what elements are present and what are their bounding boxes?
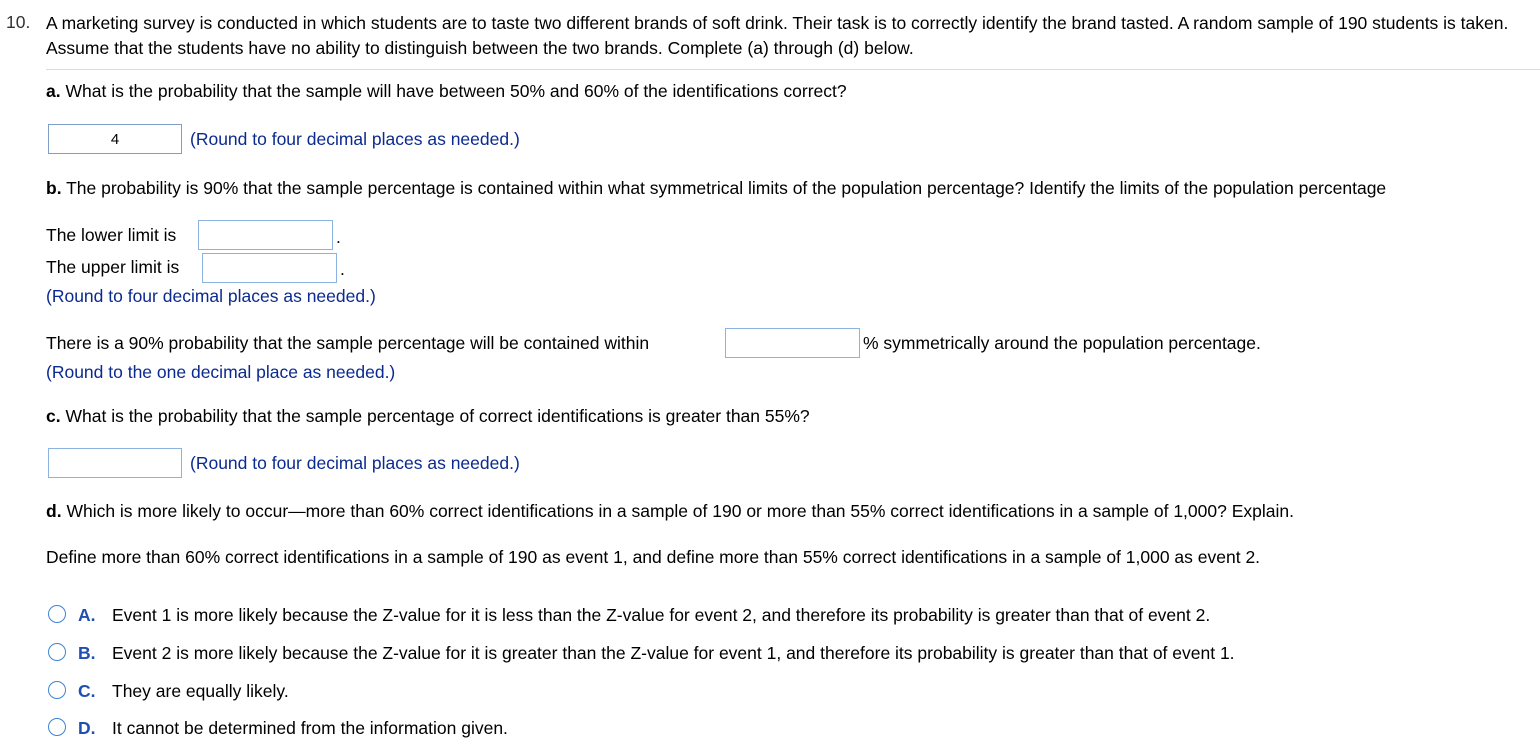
part-b-label: b. — [46, 178, 62, 198]
lower-limit-label: The lower limit is — [46, 225, 177, 245]
option-b-text: Event 2 is more likely because the Z-value for it is greater than the Z-value for event 1, and therefore its probability is greater than that of event 1. — [112, 643, 1235, 663]
lower-limit-input[interactable] — [198, 220, 333, 250]
option-a-letter: A. — [78, 605, 96, 625]
part-a-question: What is the probability that the sample will have between 50% and 60% of the identifications correct? — [65, 81, 847, 101]
part-d-definition: Define more than 60% correct identifications in a sample of 190 as event 1, and define more than 55% correct identifications in a sample of 1,000 as event 2. — [46, 547, 1261, 567]
part-b-sentence-before: There is a 90% probability that the sample percentage will be contained within — [46, 333, 650, 353]
part-c-question: What is the probability that the sample percentage of correct identifications is greater than 55%? — [65, 406, 810, 426]
option-d-text: It cannot be determined from the information given. — [112, 718, 508, 738]
part-a-label: a. — [46, 81, 61, 101]
lower-limit-period: . — [336, 227, 341, 247]
part-b-hint-1: (Round to four decimal places as needed.) — [46, 286, 376, 306]
option-b-letter: B. — [78, 643, 96, 663]
part-b-hint-2: (Round to the one decimal place as needed.) — [46, 362, 396, 382]
option-b-radio[interactable] — [48, 643, 66, 661]
option-d-letter: D. — [78, 718, 96, 738]
part-c-label: c. — [46, 406, 61, 426]
upper-limit-label: The upper limit is — [46, 257, 180, 277]
part-d-label: d. — [46, 501, 62, 521]
part-b-question: The probability is 90% that the sample percentage is contained within what symmetrical limits of the population percentage? Identify the limits of the population percentage — [66, 178, 1387, 198]
option-c-text: They are equally likely. — [112, 681, 289, 701]
option-c-letter: C. — [78, 681, 96, 701]
question-stem: A marketing survey is conducted in which students are to taste two different brands of soft drink. Their task is to correctly identify the brand tasted. A random sample of 190 students is taken. Assume that the students have no ability to distinguish between the two brands. Complete (a) through (d) below. — [46, 13, 1509, 58]
option-c-radio[interactable] — [48, 681, 66, 699]
symmetric-percent-input[interactable] — [725, 328, 860, 358]
part-a-prompt — [46, 80, 847, 102]
part-b-sentence-after: % symmetrically around the population percentage. — [863, 333, 1261, 353]
divider — [46, 69, 1540, 70]
option-a-radio[interactable] — [48, 605, 66, 623]
part-c-hint: (Round to four decimal places as needed.) — [190, 453, 520, 473]
question-number: 10. — [6, 12, 31, 32]
upper-limit-period: . — [340, 259, 345, 279]
part-a-hint: (Round to four decimal places as needed.) — [190, 129, 520, 149]
part-b-prompt — [46, 177, 1386, 199]
part-d-prompt — [46, 500, 1294, 522]
part-c-answer-input[interactable] — [48, 448, 182, 478]
part-c-prompt — [46, 405, 810, 427]
option-a-text: Event 1 is more likely because the Z-value for it is less than the Z-value for event 2, and therefore its probability is greater than that of event 2. — [112, 605, 1211, 625]
part-d-question: Which is more likely to occur—more than 60% correct identifications in a sample of 190 or more than 55% correct identifications in a sample of 1,000? Explain. — [66, 501, 1294, 521]
part-a-answer-input[interactable] — [48, 124, 182, 154]
upper-limit-input[interactable] — [202, 253, 337, 283]
option-d-radio[interactable] — [48, 718, 66, 736]
